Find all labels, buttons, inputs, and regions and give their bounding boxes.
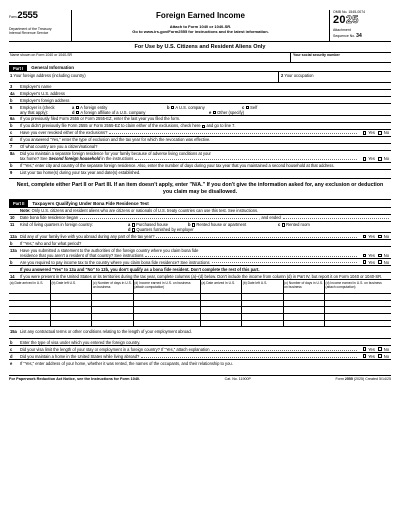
form-number: Form2555 <box>9 10 38 21</box>
quarters-furnished-by-employer[interactable]: d Quarters furnished by employer <box>128 227 194 233</box>
checkbox[interactable] <box>246 106 249 109</box>
col-date-left-2: (b) Date left U.S. <box>242 280 283 294</box>
col-days-business-2: (c) Number of days in U.S. on business <box>283 280 324 294</box>
table-cell[interactable] <box>50 320 91 327</box>
table-row[interactable] <box>9 320 391 327</box>
col-income-earned-2: (d) Income earned in U.S. on business (attach computation) <box>324 280 391 294</box>
table-cell[interactable] <box>9 307 50 314</box>
table-cell[interactable] <box>283 300 324 307</box>
line-3[interactable]: 3 Employer's name <box>9 83 391 90</box>
col-date-left: (b) Date left U.S. <box>50 280 91 294</box>
table-cell[interactable] <box>50 307 91 314</box>
col-days-business: (c) Number of days in U.S. on business <box>92 280 133 294</box>
table-cell[interactable] <box>9 300 50 307</box>
omb-block <box>330 10 391 41</box>
part2-label: Part II <box>9 200 28 207</box>
table-cell[interactable] <box>133 293 200 300</box>
table-cell[interactable] <box>283 313 324 320</box>
line-4b[interactable]: b Employer's foreign address <box>9 97 391 104</box>
table-cell[interactable] <box>133 313 200 320</box>
line-13a: 13a Have you submitted a statement to the authorities of the foreign country where you claim bona fide residence that you aren't a resident of that country? See instructions Yes No <box>10 247 389 258</box>
part2-title: Taxpayers Qualifying Under Bona Fide Residence Test <box>32 200 149 206</box>
goto-note: Go to www.irs.gov/Form2555 for instructions and the latest information. <box>132 28 269 34</box>
nonresident-statement-yes-no[interactable]: Yes No <box>359 253 391 258</box>
line-15a[interactable]: 15a List any contractual terms or other conditions relating to the length of your employment abroad. <box>9 329 391 340</box>
col-date-arrived-2: (a) Date arrived in U.S. <box>200 280 241 294</box>
checkbox[interactable] <box>76 111 79 114</box>
table-cell[interactable] <box>9 320 50 327</box>
attachment-label: Attachment <box>333 28 351 33</box>
table-cell[interactable] <box>200 320 241 327</box>
quarters-purchased-house[interactable]: a Purchased house <box>128 221 169 227</box>
line-8a: 8a Did you maintain a separate foreign residence for your family because of adverse living conditions at your tax home? See Second foreign household in the instructions Yes No <box>10 151 389 162</box>
occupation-field[interactable]: 2 Your occupation <box>281 72 314 78</box>
tax-year: 2025 <box>333 14 359 27</box>
checkbox[interactable] <box>171 106 174 109</box>
foreign-tax-required-yes-no[interactable]: Yes No <box>359 260 391 265</box>
line-15e[interactable]: e If "Yes," enter address of your home, whether it was rented, the names of the occupants, and their relationship to you. <box>10 360 233 366</box>
checkbox[interactable] <box>213 111 216 114</box>
employer-foreign-entity-option[interactable]: a A foreign entity <box>72 104 108 110</box>
revoked-yes-no[interactable]: Yes No <box>359 130 391 135</box>
quarters-rented-room[interactable]: c Rented room <box>278 221 310 227</box>
name-ssn-row <box>9 53 391 63</box>
table-cell[interactable] <box>50 313 91 320</box>
line-15b[interactable]: b Enter the type of visa under which you entered the foreign country. <box>9 339 391 346</box>
line-12b[interactable]: b If "Yes," who and for what period? <box>9 240 391 247</box>
attach-note: Attach to Form 1040 or 1040-SR. <box>169 23 232 29</box>
table-cell[interactable] <box>133 307 200 314</box>
table-cell[interactable] <box>133 320 200 327</box>
employer-other-option[interactable]: e Other (specify) <box>209 109 245 115</box>
table-cell[interactable] <box>242 313 283 320</box>
line-6c: c Have you ever revoked either of the exclusions? Yes No <box>10 130 389 136</box>
line-8b[interactable]: b If "Yes," enter city and country of the separate foreign residence. Also, enter the number of days during your tax year that you maintained a second household at that address. <box>9 163 391 170</box>
us-presence-table <box>9 279 391 327</box>
form-revision: Form 2555 (2025) Created 5/14/25 <box>335 376 391 381</box>
table-cell[interactable] <box>324 293 391 300</box>
us-home-yes-no[interactable]: Yes No <box>359 354 391 359</box>
line-14: 14 If you were present in the United States or its territories during the tax year, complete columns (a)–(d) below. Don't include the income from column (d) in Part IV, but report it on Form 1040 or 1040-SR. <box>10 273 383 279</box>
table-cell[interactable] <box>9 313 50 320</box>
line-6a[interactable]: 6a If you previously filed Form 2555 or Form 2555-EZ, enter the last year you filed the form. <box>9 116 391 123</box>
table-cell[interactable] <box>283 293 324 300</box>
us-presence-rows[interactable] <box>9 293 391 326</box>
paperwork-notice: For Paperwork Reduction Act Notice, see the Instructions for Form 1040. <box>9 376 141 381</box>
line-9[interactable]: 9 List your tax home(s) during your tax year and date(s) established. <box>9 170 391 180</box>
line-15c: c Did your visa limit the length of your stay or employment in a foreign country? If "Yes," attach explanation Yes No <box>10 346 389 352</box>
table-row[interactable] <box>9 300 391 307</box>
catalog-number: Cat. No. 11900P <box>224 376 251 381</box>
line-13b: b Are you required to pay income tax to the country where you claim bona fide residence? See instructions Yes No <box>10 259 389 265</box>
col-income-earned: (d) Income earned in U.S. on business (attach computation) <box>133 280 200 294</box>
omb-number: OMB No. 1545-0074 <box>333 10 366 14</box>
part1-title: General Information <box>31 65 75 71</box>
table-row[interactable] <box>9 293 391 300</box>
line-12a: 12a Did any of your family live with you abroad during any part of the tax year? Yes No <box>10 233 389 239</box>
form-id-block <box>9 10 72 41</box>
employer-self-option[interactable]: c Self <box>242 104 258 110</box>
line-15d: d Did you maintain a home in the United States while living abroad? Yes No <box>10 353 389 359</box>
foreign-address-field[interactable]: 1 Your foreign address (including country) <box>9 72 279 82</box>
no-prior-filing-checkbox[interactable] <box>202 125 205 128</box>
table-row[interactable] <box>9 307 391 314</box>
line-10[interactable]: 10 Date bona fide residence began , and ended <box>9 215 391 222</box>
table-cell[interactable] <box>242 320 283 327</box>
table-cell[interactable] <box>133 300 200 307</box>
table-cell[interactable] <box>324 300 391 307</box>
form-title-block <box>72 10 330 41</box>
col-date-arrived: (a) Date arrived in U.S. <box>9 280 50 294</box>
table-cell[interactable] <box>324 307 391 314</box>
table-cell[interactable] <box>50 293 91 300</box>
line-6d[interactable]: d If you answered "Yes," enter the type of exclusion and the tax year for which the revocation was effective. <box>9 137 391 144</box>
line-13-note: If you answered "Yes" to 13a and "No" to 13b, you don't qualify as a bona fide resident. Don't complete the rest of this part. <box>9 266 391 273</box>
form-footer <box>9 375 391 382</box>
table-cell[interactable] <box>200 313 241 320</box>
table-cell[interactable] <box>283 307 324 314</box>
part1-label: Part I <box>9 65 27 72</box>
table-cell[interactable] <box>200 300 241 307</box>
line-1-2 <box>9 72 391 83</box>
line-11: 11 Kind of living quarters in foreign country: a Purchased house b Rented house or apartment c Rented room d Quarters furnished by employer <box>9 222 391 234</box>
employer-us-company-option[interactable]: b A U.S. company <box>167 104 205 110</box>
second-household-yes-no[interactable]: Yes No <box>359 156 391 161</box>
part2-note: Note: Only U.S. citizens and resident aliens who are citizens or nationals of U.S. treaty countries can use this test. See instructions. <box>9 208 391 215</box>
table-cell[interactable] <box>242 300 283 307</box>
department-line1: Department of the Treasury <box>9 26 52 31</box>
table-row[interactable] <box>9 313 391 320</box>
table-cell[interactable] <box>92 293 133 300</box>
form-2555 <box>9 0 391 382</box>
quarters-rented-house[interactable]: b Rented house or apartment <box>188 221 247 227</box>
part1-header <box>9 65 391 73</box>
form-title: Foreign Earned Income <box>156 11 245 20</box>
ssn-field[interactable]: Your social security number <box>293 53 340 58</box>
table-cell[interactable] <box>92 320 133 327</box>
table-cell[interactable] <box>9 293 50 300</box>
table-cell[interactable] <box>92 307 133 314</box>
table-cell[interactable] <box>92 300 133 307</box>
part2-header <box>9 200 391 208</box>
table-cell[interactable] <box>200 293 241 300</box>
table-cell[interactable] <box>50 300 91 307</box>
name-field[interactable]: Name shown on Form 1040 or 1040-SR <box>9 53 291 62</box>
table-cell[interactable] <box>242 293 283 300</box>
table-cell[interactable] <box>92 313 133 320</box>
line-4a[interactable]: 4a Employer's U.S. address <box>9 90 391 97</box>
employer-affiliate-option[interactable]: d A foreign affiliate of a U.S. company <box>72 109 146 115</box>
table-cell[interactable] <box>324 320 391 327</box>
checkbox[interactable] <box>76 106 79 109</box>
table-cell[interactable] <box>283 320 324 327</box>
department-line2: Internal Revenue Service <box>9 31 49 36</box>
family-abroad-yes-no[interactable]: Yes No <box>359 234 391 239</box>
table-cell[interactable] <box>324 313 391 320</box>
form-header <box>9 10 391 42</box>
next-step-instruction: Next, complete either Part II or Part III. If an item doesn't apply, enter "N/A." If you don't give the information asked for, any exclusion or deduction you claim may be disallowed. <box>9 179 391 200</box>
table-cell[interactable] <box>200 307 241 314</box>
line-5: 5 Employer is (check any that apply): a A foreign entity b A U.S. company c Self d A foreign affiliate of a U.S. company e Other (specify) <box>9 104 391 116</box>
sequence-number: Sequence No. 34 <box>333 32 362 39</box>
line-6b: b If you didn't previously file Form 2555 or Form 2555-EZ to claim either of the exclusions, check here and go to line 7. <box>9 123 391 130</box>
usage-banner: For Use by U.S. Citizens and Resident Aliens Only <box>9 42 391 53</box>
table-cell[interactable] <box>242 307 283 314</box>
visa-limit-yes-no[interactable]: Yes No <box>359 347 391 352</box>
line-7[interactable]: 7 Of what country are you a citizen/national? <box>9 144 391 151</box>
